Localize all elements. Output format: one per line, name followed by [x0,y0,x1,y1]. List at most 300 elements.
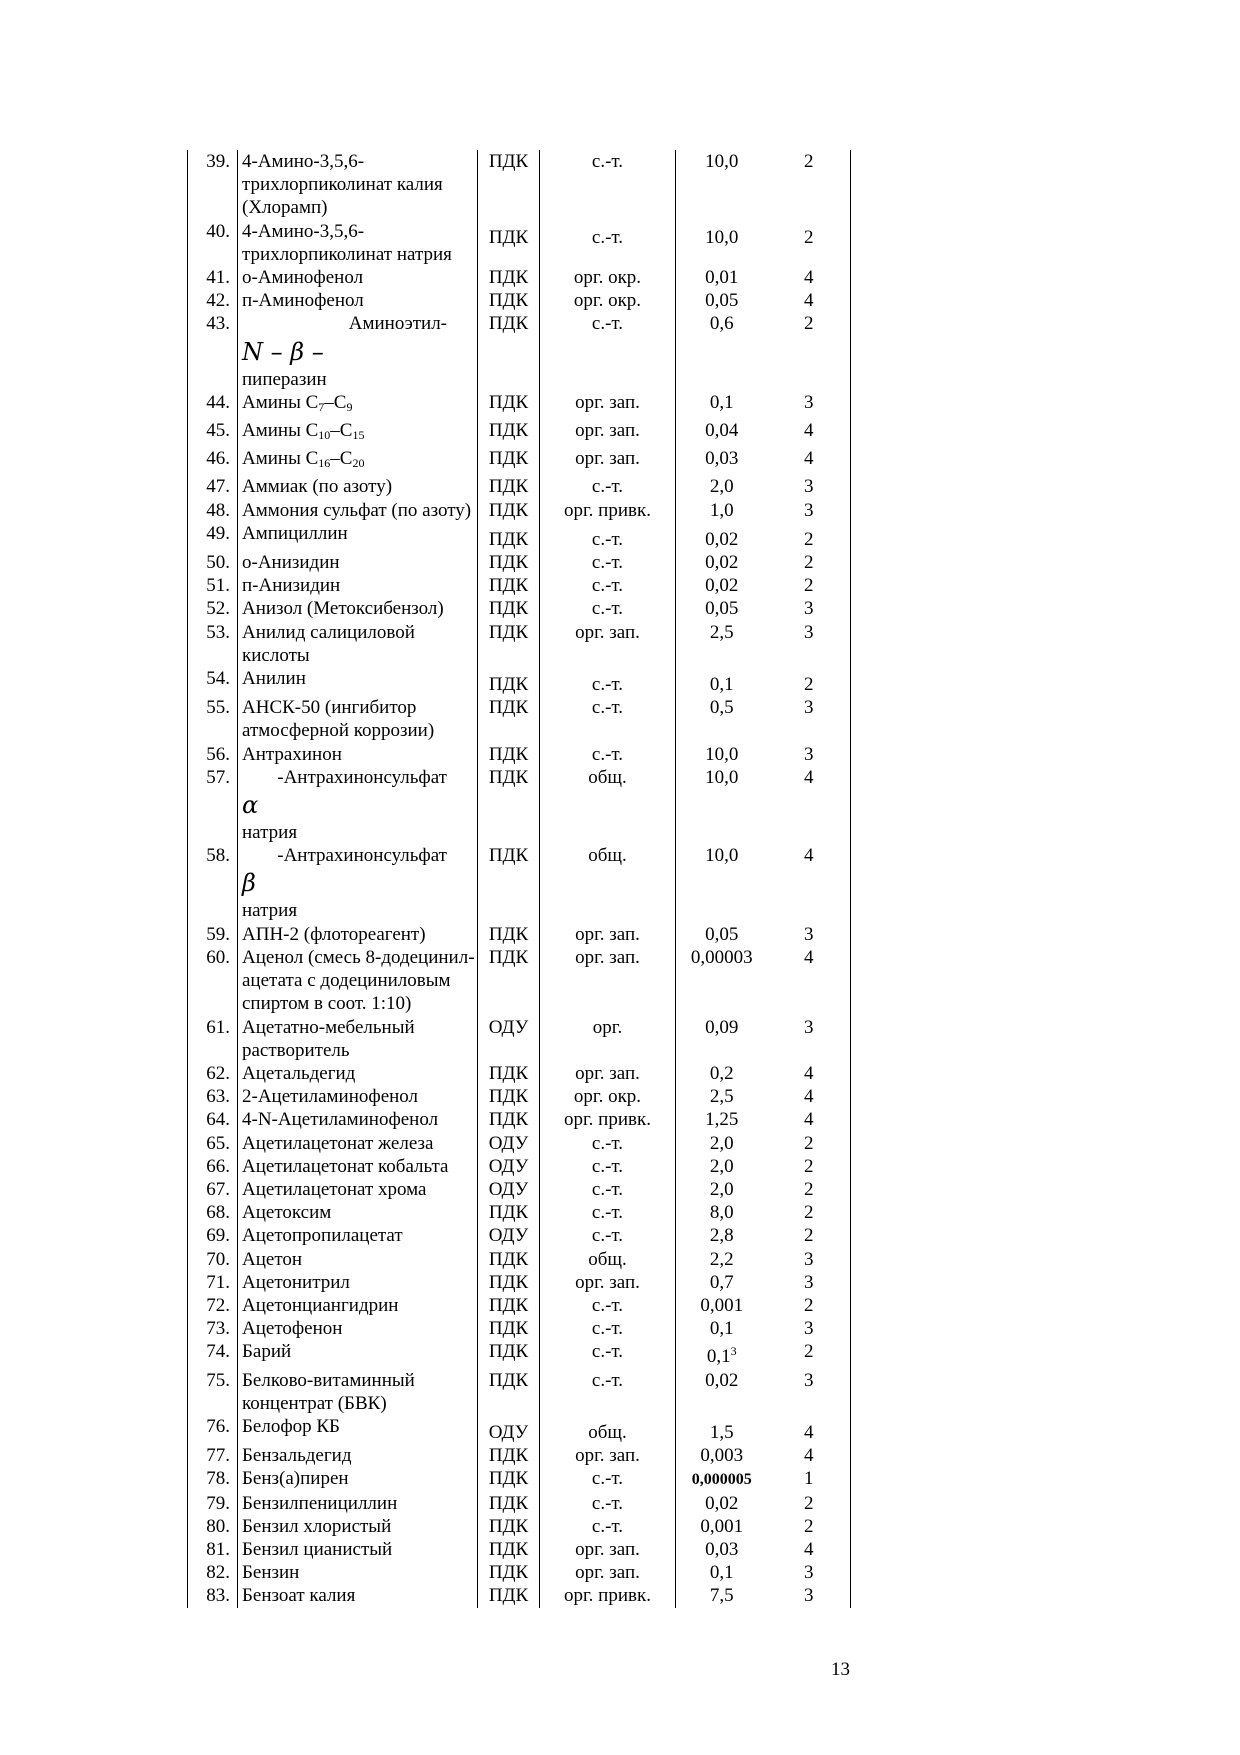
harm-indicator: с.-т. [540,1467,676,1491]
harm-indicator: орг. зап. [540,1271,676,1294]
hazard-class: 3 [768,1369,851,1415]
substance-name [238,1467,478,1491]
substance-name-part: пиперазин [242,368,327,390]
table-row [188,551,851,574]
norm-value [676,1561,768,1584]
row-number: 64. [188,1108,238,1131]
row-number: 60. [188,946,238,1016]
harm-indicator: с.-т. [540,1317,676,1340]
norm-value [676,522,768,551]
norm-value-text: 0,6 [709,313,734,335]
substance-name [238,1271,478,1294]
norm-value-footnote: 3 [730,1344,737,1359]
norm-value [676,419,768,447]
substance-name [238,419,478,447]
norm-value [676,1016,768,1062]
row-number: 46. [188,447,238,475]
substance-name-part: п-Аминофенол [242,290,364,312]
harm-indicator: с.-т. [540,1224,676,1247]
substance-name-part: АНСК-50 (ингибитор атмосферной коррозии) [242,697,435,742]
substance-name-part: 4-Амино-3,5,6-трихлорпиколинат натрия [242,220,452,265]
table-row [188,447,851,475]
substance-name-part: Ацетонциангидрин [242,1294,399,1316]
table-row [188,1492,851,1515]
hazard-class: 3 [768,597,851,620]
norm-type: ПДК [478,1492,540,1515]
hazard-class: 3 [768,1317,851,1340]
norm-type: ПДК [478,150,540,220]
norm-type: ПДК [478,1108,540,1131]
table-row [188,475,851,498]
norm-value [676,1294,768,1317]
norm-type: ПДК [478,499,540,522]
row-number: 48. [188,499,238,522]
norm-value [676,743,768,766]
harm-indicator: орг. зап. [540,1561,676,1584]
row-number: 41. [188,266,238,289]
table-row [188,1515,851,1538]
norm-value [676,1155,768,1178]
norm-type: ПДК [478,1271,540,1294]
substance-name [238,574,478,597]
harm-indicator: орг. зап. [540,946,676,1016]
hazard-class: 3 [768,1248,851,1271]
table-row [188,1248,851,1271]
table-row [188,946,851,1016]
harm-indicator: орг. окр. [540,1085,676,1108]
hazard-class: 4 [768,289,851,312]
hazard-class: 2 [768,574,851,597]
norm-value-text: 2,5 [709,1086,734,1108]
substance-name-part: о-Аминофенол [242,267,364,289]
table-row [188,419,851,447]
table-row [188,597,851,620]
harm-indicator: с.-т. [540,1515,676,1538]
norm-value [676,1340,768,1368]
hazard-class: 2 [768,1492,851,1515]
norm-value [676,1085,768,1108]
table-row [188,1340,851,1368]
hazard-class: 3 [768,391,851,419]
substance-name [238,597,478,620]
norm-type: ОДУ [478,1132,540,1155]
table-row [188,1467,851,1491]
harm-indicator: с.-т. [540,1294,676,1317]
harm-indicator: общ. [540,1415,676,1444]
substance-name [238,1155,478,1178]
hazard-class: 2 [768,1178,851,1201]
substance-name [238,475,478,498]
hazard-class: 3 [768,743,851,766]
substance-name-part: Бензальдегид [242,1445,352,1467]
substance-name-part: –C [330,448,353,470]
harm-indicator: с.-т. [540,1132,676,1155]
harm-indicator: орг. зап. [540,1444,676,1467]
norm-type: ПДК [478,1467,540,1491]
table-row [188,1294,851,1317]
row-number: 76. [188,1415,238,1444]
harm-indicator: орг. зап. [540,447,676,475]
norm-value-text: 10,0 [705,226,739,248]
row-number: 63. [188,1085,238,1108]
norm-value [676,1415,768,1444]
norm-value [676,1248,768,1271]
row-number: 47. [188,475,238,498]
norm-value-text: 0,003 [700,1445,744,1467]
hazard-class: 4 [768,1538,851,1561]
substance-name-part: Ацетатно-мебельный растворитель [242,1016,415,1061]
substance-name-part: Аминоэтил- [348,313,447,335]
norm-type: ПДК [478,766,540,844]
hazard-class: 2 [768,1132,851,1155]
harm-indicator: общ. [540,844,676,922]
norm-value [676,266,768,289]
table-row [188,923,851,946]
row-number: 69. [188,1224,238,1247]
hazard-class: 3 [768,499,851,522]
substance-name [238,447,478,475]
row-number: 70. [188,1248,238,1271]
norm-type: ПДК [478,743,540,766]
row-number: 66. [188,1155,238,1178]
norm-value-text: 0,1 [706,1346,731,1368]
substance-name-part: Ацетилацетонат хрома [242,1178,427,1200]
norm-value [676,150,768,220]
norm-type: ПДК [478,844,540,922]
norm-type: ПДК [478,923,540,946]
norm-value [676,574,768,597]
substance-name [238,1538,478,1561]
substance-name-part: -Антрахинонсульфат [277,766,447,788]
substance-name-part: 4-N-Ацетиламинофенол [242,1109,439,1131]
harm-indicator: орг. зап. [540,1538,676,1561]
substance-name-part: п-Анизидин [242,575,341,597]
substance-name [238,1132,478,1155]
norm-type: ПДК [478,696,540,742]
norm-value [676,475,768,498]
substance-name [238,1085,478,1108]
hazard-class: 2 [768,1224,851,1247]
norm-value [676,1224,768,1247]
norm-value-text: 10,0 [705,743,739,765]
hazard-class: 2 [768,1340,851,1368]
hazard-class: 3 [768,1016,851,1062]
hazard-class: 2 [768,1155,851,1178]
table-row [188,1369,851,1415]
norm-value [676,289,768,312]
table-row [188,312,851,390]
substance-name [238,1016,478,1062]
norm-value [676,1271,768,1294]
substance-name-part: Ацетон [242,1248,303,1270]
norm-value-text: 0,02 [705,528,739,550]
row-number: 74. [188,1340,238,1368]
norm-value-text: 2,0 [709,1178,734,1200]
norm-type: ПДК [478,667,540,696]
norm-value [676,1178,768,1201]
norm-value-text: 0,03 [705,1538,739,1560]
hazard-class: 3 [768,475,851,498]
norm-type: ОДУ [478,1224,540,1247]
row-number: 67. [188,1178,238,1201]
substance-name [238,499,478,522]
substance-name [238,1444,478,1467]
harm-indicator: орг. привк. [540,499,676,522]
norm-value [676,391,768,419]
norm-value-text: 0,02 [705,575,739,597]
substance-name-part: АПН-2 (флотореагент) [242,923,426,945]
norm-value-text: 8,0 [709,1202,734,1224]
norm-value [676,1538,768,1561]
harm-indicator: с.-т. [540,1155,676,1178]
table-row [188,220,851,266]
hazard-class: 4 [768,1415,851,1444]
norm-value-text: 0,03 [705,448,739,470]
substance-name [238,696,478,742]
table-row [188,1085,851,1108]
norm-value-text: 0,1 [709,1562,734,1584]
substance-name-part: Анилин [242,668,306,690]
substance-name-part: 20 [352,456,365,471]
hazard-class: 2 [768,220,851,266]
hazard-class: 2 [768,667,851,696]
norm-value [676,551,768,574]
hazard-class: 4 [768,844,851,922]
substance-name [238,766,478,844]
table-row [188,1062,851,1085]
table-row [188,522,851,551]
norm-value-text: 2,0 [709,1155,734,1177]
harm-indicator: общ. [540,1248,676,1271]
row-number: 45. [188,419,238,447]
substance-name [238,621,478,667]
norm-type: ПДК [478,597,540,620]
norm-value-text: 10,0 [705,766,739,788]
substance-name-part: Бензин [242,1562,300,1584]
substance-name-part: натрия [242,900,298,922]
norm-type: ПДК [478,574,540,597]
norm-type: ПДК [478,1584,540,1607]
norm-type: ПДК [478,1248,540,1271]
norm-value-text: 0,09 [705,1016,739,1038]
substance-name-part: Аммиак (по азоту) [242,476,393,498]
hazard-class: 2 [768,150,851,220]
table-row [188,621,851,667]
substance-name-part: Бенз(а)пирен [242,1468,349,1490]
harm-indicator: орг. зап. [540,419,676,447]
table-row [188,1016,851,1062]
table-row [188,667,851,696]
row-number: 73. [188,1317,238,1340]
table-row [188,1317,851,1340]
harm-indicator: орг. окр. [540,289,676,312]
norm-value-text: 0,00003 [690,946,753,968]
row-number: 65. [188,1132,238,1155]
norm-value-text: 0,05 [705,290,739,312]
norm-value-text: 0,02 [705,1492,739,1514]
hazard-class: 4 [768,946,851,1016]
substance-name-part: 10 [318,428,331,443]
substance-name [238,150,478,220]
row-number: 50. [188,551,238,574]
norm-type: ПДК [478,1538,540,1561]
harm-indicator: с.-т. [540,551,676,574]
row-number: 57. [188,766,238,844]
hazard-class: 2 [768,522,851,551]
row-number: 49. [188,522,238,551]
norm-type: ОДУ [478,1178,540,1201]
harm-indicator: с.-т. [540,574,676,597]
norm-type: ПДК [478,419,540,447]
harm-indicator: с.-т. [540,1492,676,1515]
substance-name-part: 16 [318,456,331,471]
substance-name-part: 9 [346,399,353,414]
table-row [188,1271,851,1294]
substance-name-part: Ацетонитрил [242,1271,350,1293]
substance-name-part: Аммония сульфат (по азоту) [242,499,472,521]
hazard-class: 3 [768,621,851,667]
substance-name-part: Анилид салициловой кислоты [242,621,415,666]
row-number: 53. [188,621,238,667]
norm-value-text: 0,04 [705,420,739,442]
row-number: 52. [188,597,238,620]
row-number: 43. [188,312,238,390]
table-row [188,696,851,742]
substance-name [238,522,478,551]
substance-name [238,1492,478,1515]
substances-table-body [188,150,851,1608]
norm-value-text: 7,5 [709,1585,734,1607]
norm-type: ПДК [478,220,540,266]
table-row [188,391,851,419]
substance-name-part: Белково-витаминный концентрат (БВК) [242,1369,415,1414]
norm-value-text: 0,2 [709,1062,734,1084]
hazard-class: 4 [768,1108,851,1131]
substance-name-part: –C [324,391,347,413]
row-number: 83. [188,1584,238,1607]
substance-name [238,1515,478,1538]
harm-indicator: с.-т. [540,1369,676,1415]
norm-value-text: 0,000005 [691,1471,752,1489]
substance-name-part: Амины C [242,448,319,470]
table-row [188,499,851,522]
table-row [188,766,851,844]
substance-name [238,551,478,574]
norm-type: ПДК [478,1340,540,1368]
norm-type: ПДК [478,1515,540,1538]
table-row [188,1538,851,1561]
table-row [188,1561,851,1584]
table-row [188,266,851,289]
harm-indicator: орг. зап. [540,1062,676,1085]
norm-value-text: 0,001 [700,1515,744,1537]
norm-value [676,1062,768,1085]
norm-value-text: 10,0 [705,151,739,172]
norm-value [676,499,768,522]
substance-name [238,1178,478,1201]
substance-name-part: 7 [318,399,325,414]
norm-value [676,1369,768,1415]
substance-name-part: Белофор КБ [242,1415,340,1437]
substance-name-part: Аценол (смесь 8-додецинил-ацетата с додециниловым спиртом в соот. 1:10) [242,946,475,1015]
substance-name-part: Ацетопропилацетат [242,1225,403,1247]
row-number: 42. [188,289,238,312]
table-row [188,1178,851,1201]
norm-value [676,447,768,475]
harm-indicator: с.-т. [540,696,676,742]
harm-indicator: орг. зап. [540,923,676,946]
norm-value-text: 10,0 [705,845,739,867]
table-row [188,1415,851,1444]
harm-indicator: с.-т. [540,1201,676,1224]
hazard-class: 3 [768,923,851,946]
norm-type: ПДК [478,1062,540,1085]
norm-value [676,312,768,390]
substance-name-part: Ацетилацетонат кобальта [242,1155,449,1177]
row-number: 78. [188,1467,238,1491]
substance-name-part: Ацетальдегид [242,1062,356,1084]
substance-name-part: Ампициллин [242,522,348,544]
substance-name [238,220,478,266]
substance-name-part: Антрахинон [242,743,342,765]
substance-name-part: о-Анизидин [242,552,340,574]
row-number: 58. [188,844,238,922]
substance-name [238,946,478,1016]
substance-name [238,1201,478,1224]
substance-name [238,1340,478,1368]
substance-name-part: Бензил хлористый [242,1515,392,1537]
row-number: 79. [188,1492,238,1515]
norm-value-text: 0,001 [700,1294,744,1316]
harm-indicator: с.-т. [540,150,676,220]
harm-indicator: орг. [540,1016,676,1062]
row-number: 68. [188,1201,238,1224]
table-row [188,289,851,312]
norm-type: ПДК [478,447,540,475]
substance-name-part: N – β – [242,337,324,366]
norm-type: ПДК [478,522,540,551]
substance-name-part: Амины C [242,391,319,413]
row-number: 55. [188,696,238,742]
hazard-class: 4 [768,266,851,289]
norm-value-text: 0,02 [705,552,739,574]
norm-value-text: 2,8 [709,1225,734,1247]
row-number: 54. [188,667,238,696]
row-number: 71. [188,1271,238,1294]
norm-value-text: 0,5 [709,697,734,719]
table-row [188,1584,851,1607]
hazard-class: 3 [768,696,851,742]
norm-value-text: 1,25 [705,1109,739,1131]
row-number: 77. [188,1444,238,1467]
substance-name-part: 2-Ацетиламинофенол [242,1086,419,1108]
harm-indicator: с.-т. [540,1340,676,1368]
norm-type: ПДК [478,1085,540,1108]
harm-indicator: с.-т. [540,475,676,498]
substance-name [238,1224,478,1247]
norm-type: ОДУ [478,1016,540,1062]
norm-type: ПДК [478,1561,540,1584]
hazard-class: 4 [768,419,851,447]
norm-value [676,766,768,844]
harm-indicator: орг. привк. [540,1584,676,1607]
substance-name [238,923,478,946]
hazard-class: 2 [768,312,851,390]
substance-name [238,1062,478,1085]
table-row [188,1108,851,1131]
norm-value [676,696,768,742]
substance-name-part: –C [330,420,353,442]
